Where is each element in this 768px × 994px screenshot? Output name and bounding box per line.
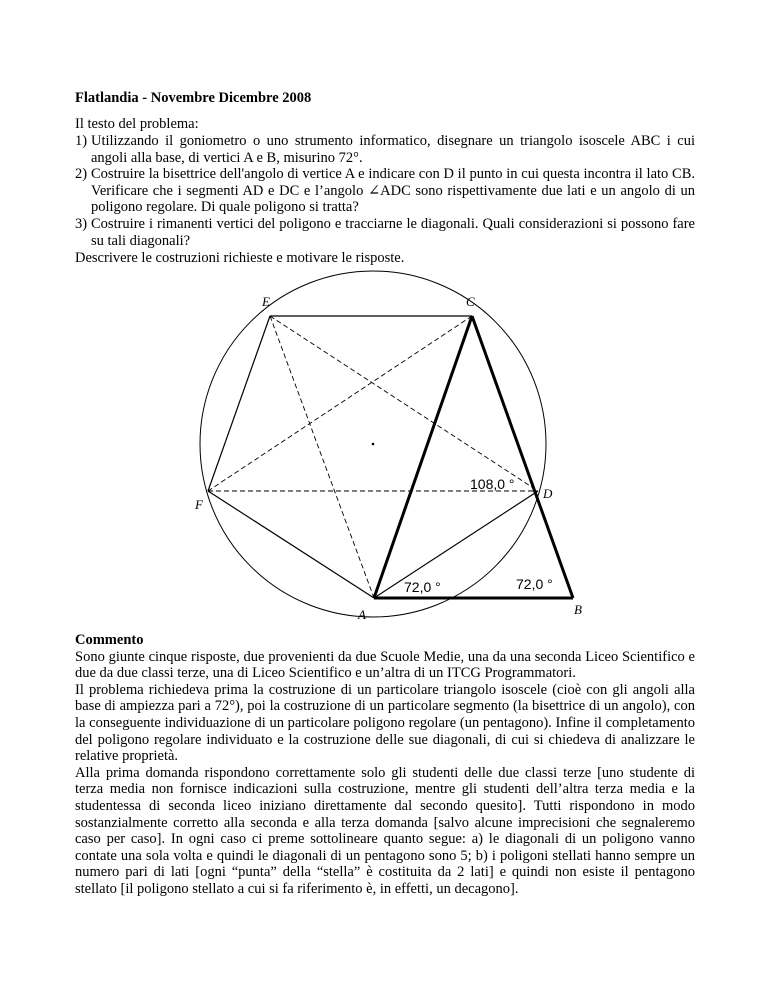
- vertex-label-b: B: [574, 602, 582, 617]
- center-point: [372, 443, 375, 446]
- comment-paragraph: Il problema richiedeva prima la costruzione di un particolare triangolo isoscele (cioè con gli angoli alla base di ampiezza pari a 72°), poi la costruzione di un particolare segmento (la bisettrice di un angolo), con la conseguente individuazione di un particolare poligono regolare (un pentagono). Infine il completamento del poligono regolare individuato e la costruzione delle sue diagonali, di cui si chiedeva di analizzare le relative proprietà.: [75, 681, 695, 765]
- problem-intro: Il testo del problema:: [75, 116, 199, 132]
- question-text: Costruire i rimanenti vertici del poligono e tracciarne le diagonali. Quali considerazioni si possono fare su tali diagonali?: [91, 215, 695, 249]
- vertex-label-d: D: [543, 486, 553, 501]
- vertex-label-c: C: [466, 294, 475, 309]
- vertex-label-e: E: [262, 294, 270, 309]
- angle-label-d: 108,0 °: [470, 476, 515, 492]
- angle-label-b: 72,0 °: [516, 576, 553, 592]
- comment-paragraph: Sono giunte cinque risposte, due provenienti da due Scuole Medie, una da una seconda Liceo Scientifico e due da due classi terze, una di Liceo Scientifico e un’altra di un ITCG Programmatori.: [75, 648, 695, 682]
- pentagon-sides: [208, 316, 472, 598]
- question-text: Utilizzando il goniometro o uno strumento informatico, disegnare un triangolo isoscele ABC i cui angoli alla base, di vertici A e B, misurino 72°.: [91, 133, 695, 166]
- question-text: Costruire la bisettrice dell'angolo di vertice A e indicare con D il punto in cui questa incontra il lato CB. Verificare che i segmenti AD e DC e l’angolo ∠ADC sono rispettivamente due lati e un angolo di un poligono regolare. Di quale poligono si tratta?: [91, 166, 695, 216]
- comment-paragraph: Alla prima domanda rispondono correttamente solo gli studenti delle due classi terze [uno studente di terza media non fornisce indicazioni sulla costruzione, mentre gli studenti dell’altra terza media e la studentessa di seconda liceo iniziano direttamente dal secondo quesito]. Tutti rispondono in modo sostanzialmente corretto alla seconda e alla terza domanda [salvo alcune imprecisioni che segnaleremo caso per caso]. In ogni caso ci preme sottolineare quanto segue: a) le diagonali di un poligono vanno contate una sola volta e quindi le diagonali di un pentagono sono 5; b) i poligoni stellati hanno sempre un numero pari di lati [ogni “punta” della “stella” è costituita da 2 lati] e quindi non esiste il pentagono stellato [il poligono stellato a cui si fa riferimento è, in effetti, un decagono].: [75, 764, 695, 897]
- angle-label-a: 72,0 °: [404, 579, 441, 595]
- question-number: 1): [75, 133, 88, 149]
- comment-section: [75, 632, 695, 898]
- vertex-label-f: F: [195, 497, 203, 512]
- triangle-abc: [374, 316, 573, 598]
- question-number: 2): [75, 166, 88, 183]
- instructions: Descrivere le costruzioni richieste e motivare le risposte.: [75, 250, 405, 266]
- page-title: Flatlandia - Novembre Dicembre 2008: [75, 90, 312, 106]
- vertex-label-a: A: [358, 607, 366, 622]
- comment-heading: Commento: [75, 632, 144, 648]
- question-number: 3): [75, 215, 88, 232]
